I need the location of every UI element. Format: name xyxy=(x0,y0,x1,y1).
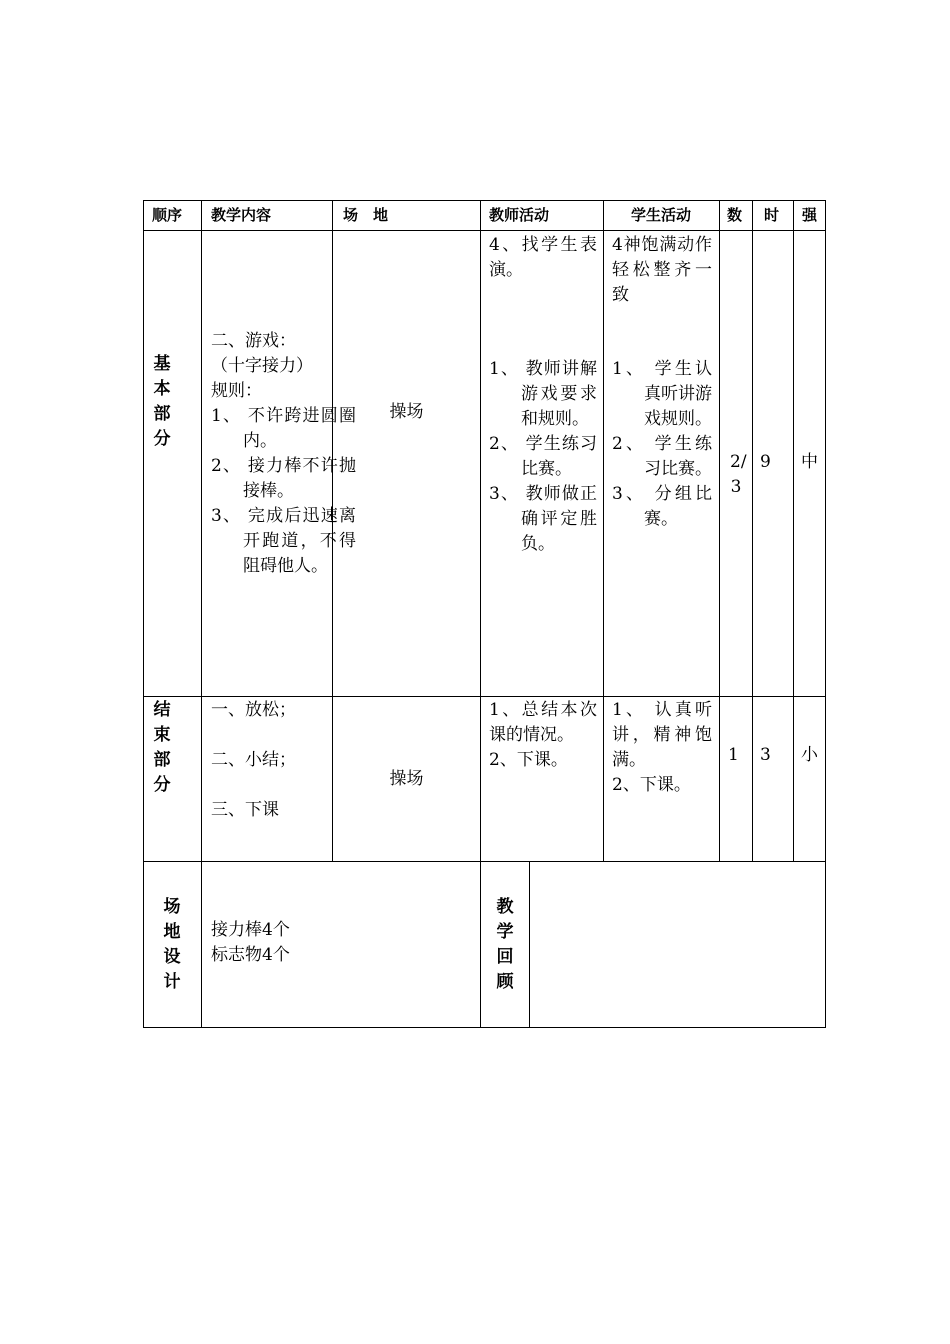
lesson-plan-table xyxy=(143,200,826,1028)
ending-content-item: 二、小结； xyxy=(211,750,296,770)
basic-teacher-item: 1、 教师讲解游戏要求和规则。 xyxy=(489,359,597,429)
col-divider-4 xyxy=(603,200,604,862)
ending-student-list xyxy=(612,698,712,798)
ending-count: 1 xyxy=(728,745,739,765)
col-divider-6 xyxy=(752,200,753,862)
col-divider-1 xyxy=(201,200,202,1028)
basic-content xyxy=(211,329,356,579)
basic-content-line: 二、游戏： xyxy=(211,331,296,351)
header-venue: 场 地 xyxy=(343,206,389,224)
ending-intensity: 小 xyxy=(801,745,818,765)
basic-content-line: 规则： xyxy=(211,381,262,401)
design-item: 接力棒4个 xyxy=(211,920,290,940)
table-border-left xyxy=(143,200,144,1028)
col-divider-review xyxy=(529,862,530,1028)
basic-content-line: （十字接力） xyxy=(211,356,313,376)
ending-student-item: 2、下课。 xyxy=(612,775,691,795)
col-divider-7 xyxy=(793,200,794,862)
basic-time: 9 xyxy=(760,452,771,472)
basic-student-top: 4神饱满动作轻松整齐一致 xyxy=(612,235,712,305)
basic-intensity: 中 xyxy=(801,452,818,472)
header-time: 时 xyxy=(764,206,780,224)
ending-teacher-item: 1、总结本次课的情况。 xyxy=(489,700,597,745)
basic-teacher-list xyxy=(489,357,597,557)
header-order: 顺序 xyxy=(152,206,183,224)
section-ending-label: 结束部分 xyxy=(153,700,171,795)
basic-teacher-item: 2、 学生练习比赛。 xyxy=(489,434,597,479)
ending-teacher-item: 2、下课。 xyxy=(489,750,568,770)
design-item: 标志物4个 xyxy=(211,945,290,965)
basic-venue: 操场 xyxy=(389,402,424,422)
table-border-right xyxy=(825,200,826,1028)
ending-teacher-list xyxy=(489,698,597,773)
basic-student-item: 1、 学生认真听讲游戏规则。 xyxy=(612,359,712,429)
basic-student-item: 3、 分组比赛。 xyxy=(612,484,712,529)
ending-content xyxy=(211,698,329,823)
ending-student-item: 1、 认真听讲，精神饱满。 xyxy=(612,700,712,770)
basic-teacher-item: 3、 教师做正确评定胜负。 xyxy=(489,484,597,554)
basic-rule-item: 1、 不许跨进圆圈内。 xyxy=(211,406,356,451)
header-content: 教学内容 xyxy=(211,206,272,224)
ending-content-item: 一、放松； xyxy=(211,700,296,720)
col-divider-3 xyxy=(480,200,481,1028)
header-count: 数 xyxy=(727,206,743,224)
table-border-bottom xyxy=(143,1027,826,1028)
header-divider xyxy=(143,230,826,231)
design-label: 场地设计 xyxy=(163,897,181,992)
ending-venue: 操场 xyxy=(389,769,424,789)
basic-rule-item: 3、 完成后迅速离开跑道，不得阻碍他人。 xyxy=(211,506,356,576)
header-teacher: 教师活动 xyxy=(489,206,550,224)
basic-student-item: 2、 学生练习比赛。 xyxy=(612,434,712,479)
ending-content-item: 三、下课 xyxy=(211,800,279,820)
header-student: 学生活动 xyxy=(631,206,692,224)
row-divider-basic-end xyxy=(143,696,826,697)
ending-time: 3 xyxy=(760,745,771,765)
basic-teacher-top: 4、找学生表演。 xyxy=(489,235,597,280)
col-divider-5 xyxy=(719,200,720,862)
row-divider-ending-end xyxy=(143,861,826,862)
section-basic-label: 基本部分 xyxy=(153,354,171,449)
basic-count: 2/3 xyxy=(730,452,747,497)
header-intensity: 强 xyxy=(802,206,818,224)
basic-student-list xyxy=(612,357,712,532)
review-label: 教学回顾 xyxy=(496,897,514,992)
basic-rule-item: 2、 接力棒不许抛接棒。 xyxy=(211,456,356,501)
design-items xyxy=(211,918,290,968)
